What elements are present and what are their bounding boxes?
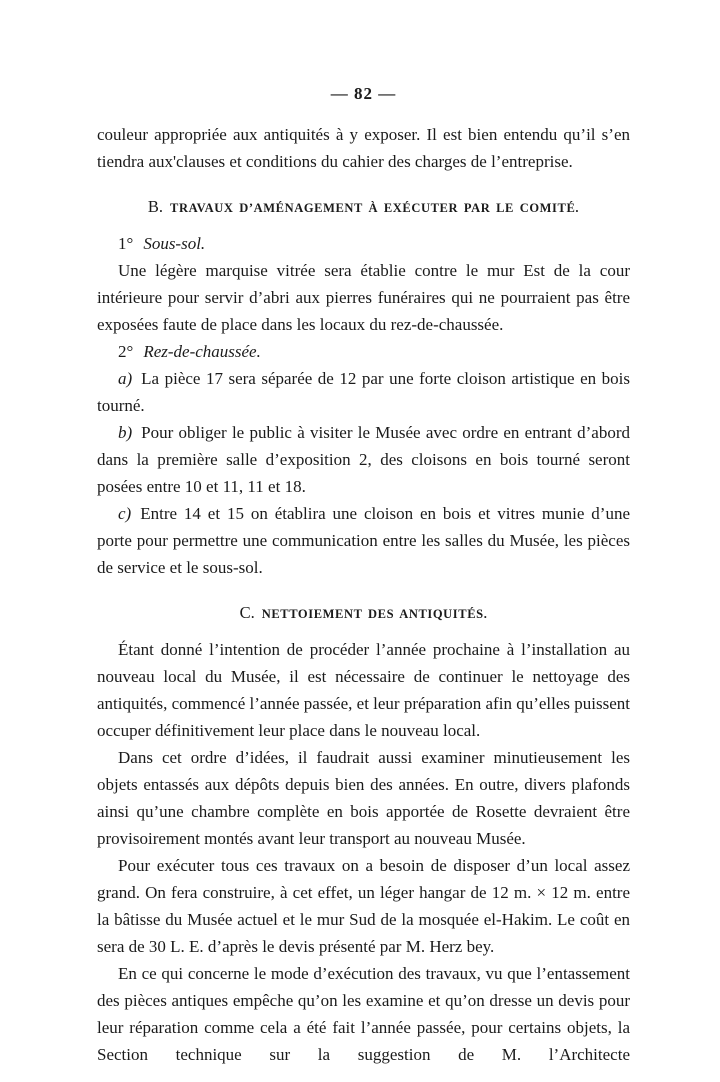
item-b-text: Pour obliger le public à visiter le Musée avec ordre en entrant d’abord dans la première salle d’exposition 2, des cloisons en bois tourné seront posées entre 10 et 11, 11 et 18. <box>97 423 630 496</box>
section-c-heading <box>97 602 630 623</box>
document-page <box>97 0 630 1068</box>
subheading-rez-de-chaussee <box>97 338 630 365</box>
list-item-a <box>97 365 630 419</box>
section-c-title: NETTOIEMENT DES ANTIQUITÉS. <box>261 607 488 621</box>
subheading-sous-sol-title: Sous-sol. <box>143 234 206 253</box>
paragraph-sous-sol: Une légère marquise vitrée sera établie contre le mur Est de la cour intérieure pour servir d’abri aux pierres funéraires qui ne pourraient pas être exposées faute de place dans les locaux du rez-de-chaussée. <box>97 261 630 334</box>
section-b-heading <box>97 196 630 217</box>
subheading-rez-de-chaussee-title: Rez-de-chaussée. <box>143 342 261 361</box>
section-b-title: TRAVAUX D’AMÉNAGEMENT À EXÉCUTER PAR LE COMITÉ. <box>170 201 580 215</box>
paragraph-nettoyage-4: En ce qui concerne le mode d’exécution des travaux, vu que l’entassement des pièces antiques empêche qu’on les examine et qu’on dresse un devis pour leur réparation comme cela a été fait l’année passée, pour certains objets, la Section technique sur la suggestion de M. l’Architecte <box>97 964 630 1064</box>
item-b-marker: b) <box>118 423 133 442</box>
paragraph-intro: couleur appropriée aux antiquités à y exposer. Il est bien entendu qu’il s’en tiendra aux'clauses et conditions du cahier des charges de l’entreprise. <box>97 125 630 171</box>
paragraph-nettoyage-3: Pour exécuter tous ces travaux on a besoin de disposer d’un local assez grand. On fera construire, à cet effet, un léger hangar de 12 m. × 12 m. entre la bâtisse du Musée actuel et le mur Sud de la mosquée el-Hakim. Le coût en sera de 30 L. E. d’après le devis présenté par M. Herz bey. <box>97 856 630 956</box>
item-c-marker: c) <box>118 504 132 523</box>
section-c-letter: C. <box>239 603 255 622</box>
subheading-sous-sol-number: 1° <box>118 234 134 253</box>
subheading-sous-sol <box>97 230 630 257</box>
item-a-text: La pièce 17 sera séparée de 12 par une forte cloison artistique en bois tourné. <box>97 369 630 415</box>
subheading-rez-de-chaussee-number: 2° <box>118 342 134 361</box>
list-item-c <box>97 500 630 581</box>
paragraph-nettoyage-1: Étant donné l’intention de procéder l’année prochaine à l’installation au nouveau local du Musée, il est nécessaire de continuer le nettoyage des antiquités, commencé l’année passée, et leur préparation afin qu’elles puissent occuper définitivement leur place dans le nouveau local. <box>97 640 630 740</box>
page-number: — 82 — <box>330 84 397 103</box>
section-b-letter: B. <box>147 197 164 216</box>
item-c-text: Entre 14 et 15 on établira une cloison en bois et vitres munie d’une porte pour permettre une communication entre les salles du Musée, les pièces de service et le sous-sol. <box>97 504 630 577</box>
list-item-b <box>97 419 630 500</box>
paragraph-nettoyage-2: Dans cet ordre d’idées, il faudrait aussi examiner minutieusement les objets entassés aux dépôts depuis bien des années. En outre, divers plafonds ainsi qu’une chambre complète en bois apportée de Rosette devraient être provisoirement montés avant leur transport au nouveau Musée. <box>97 748 630 848</box>
item-a-marker: a) <box>118 369 133 388</box>
